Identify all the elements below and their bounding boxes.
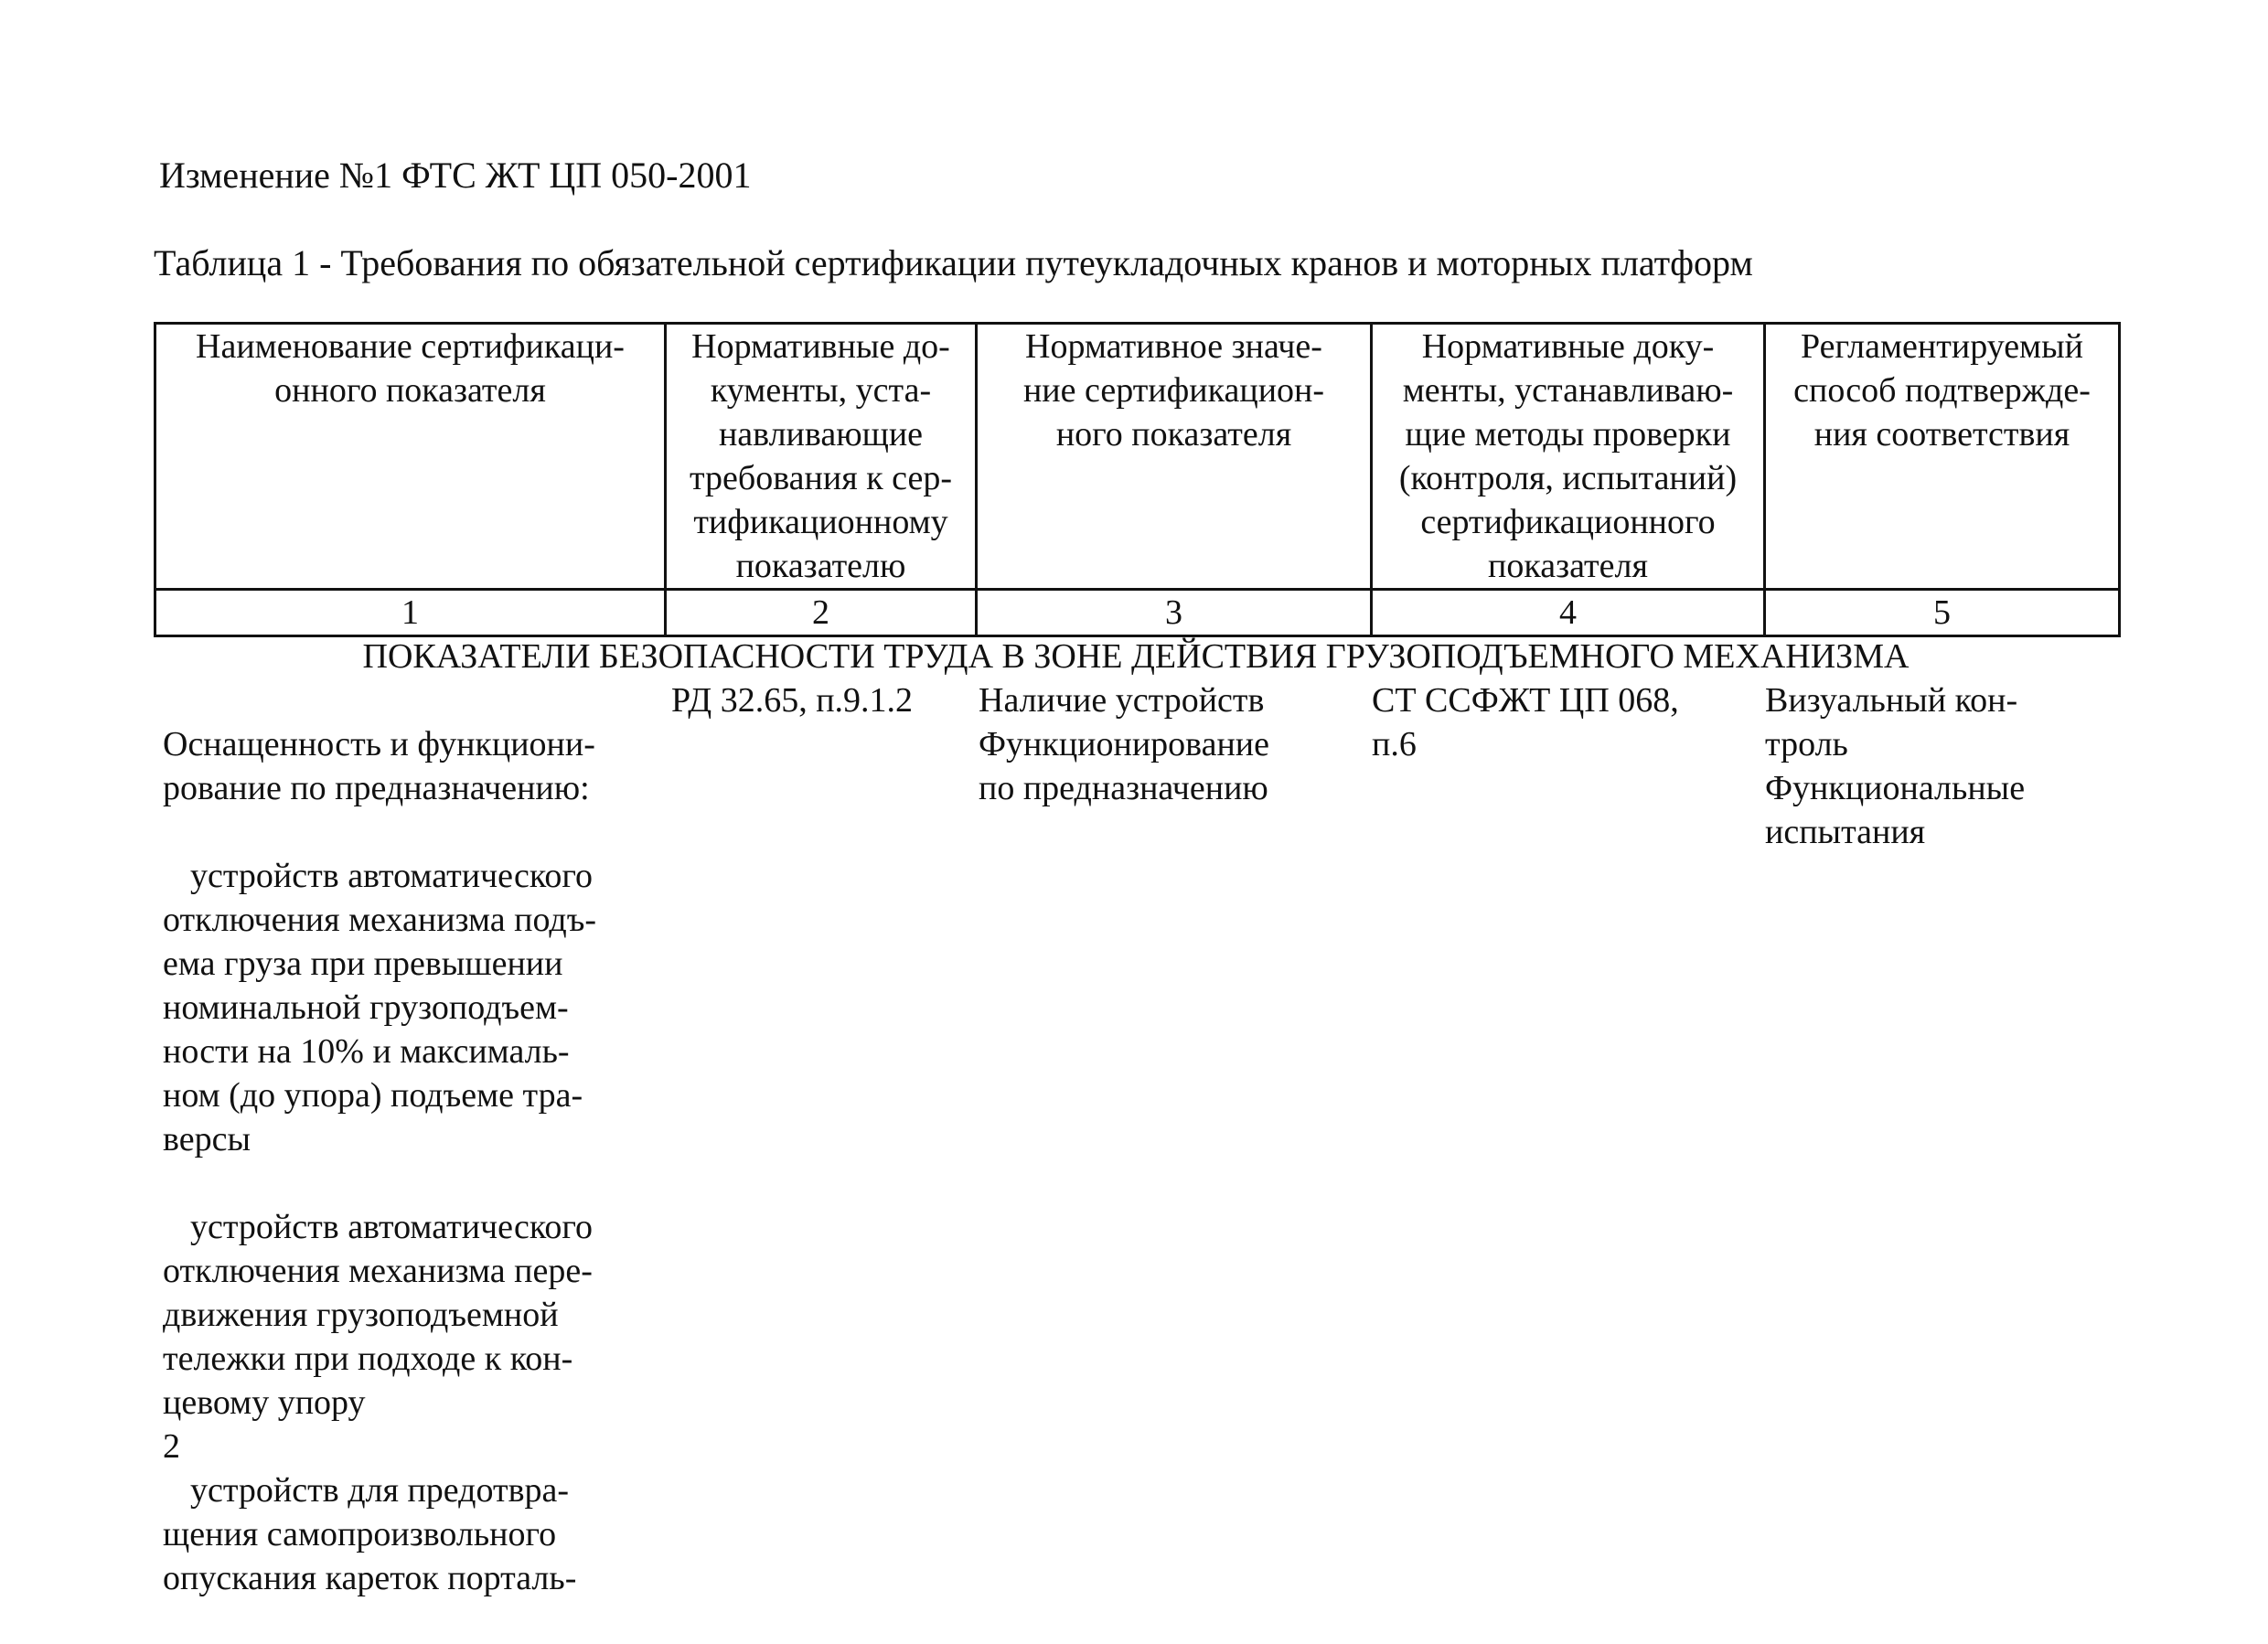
column-number: 3 bbox=[977, 590, 1372, 636]
requirement-docs-value: РД 32.65, п.9.1.2 bbox=[671, 681, 914, 720]
indicator-name-column bbox=[163, 678, 657, 1644]
test-method-docs-value: СТ ССФЖТ ЦП 068, п.6 bbox=[1372, 681, 1679, 763]
confirmation-method-value: Визуальный кон- троль Функциональные испытания bbox=[1765, 681, 2026, 851]
column-number: 2 bbox=[666, 590, 977, 636]
column-number: 1 bbox=[155, 590, 666, 636]
header-cell-normative-value: Нормативное значе- ние сертификацион- ного показателя bbox=[977, 324, 1372, 590]
indicator-item: устройств автоматического отключения механизма подъ- ема груза при превышении номинальной грузоподъем- ности на 10% и максималь- ном (до упора) подъеме тра- версы bbox=[163, 857, 597, 1158]
column-number: 5 bbox=[1765, 590, 2120, 636]
header-cell-test-method-docs: Нормативные доку- менты, устанавливаю- щие методы проверки (контроля, испытаний) сертификационного показателя bbox=[1372, 324, 1765, 590]
indicator-item: устройств автоматического отключения механизма пере- движения грузоподъемной тележки при подходе к кон- цевому упору bbox=[163, 1208, 594, 1422]
table-header-row bbox=[155, 324, 2120, 590]
header-cell-requirement-docs: Нормативные до- кументы, уста- навливающие требования к сер- тификационному показателю bbox=[666, 324, 977, 590]
header-cell-confirmation-method: Регламентируемый способ подтвержде- ния соответствия bbox=[1765, 324, 2120, 590]
column-number-row bbox=[155, 590, 2120, 636]
document-change-header: Изменение №1 ФТС ЖТ ЦП 050-2001 bbox=[159, 155, 752, 196]
certification-table bbox=[154, 322, 2118, 636]
normative-value: Наличие устройств Функционирование по предназначению bbox=[979, 681, 1270, 807]
column-number: 4 bbox=[1372, 590, 1765, 636]
page-number: 2 bbox=[163, 1427, 180, 1466]
section-title: ПОКАЗАТЕЛИ БЕЗОПАСНОСТИ ТРУДА В ЗОНЕ ДЕЙСТВИЯ ГРУЗОПОДЪЕМНОГО МЕХАНИЗМА bbox=[362, 637, 1910, 676]
table-caption: Таблица 1 - Требования по обязательной сертификации путеукладочных кранов и моторных платформ bbox=[154, 242, 1753, 283]
header-cell-indicator-name: Наименование сертификаци- онного показателя bbox=[155, 324, 666, 590]
indicator-item: устройств для предотвра- щения самопроизвольного опускания кареток порталь- bbox=[163, 1471, 577, 1597]
indicator-intro: Оснащенность и функциони- рование по предназначению: bbox=[163, 725, 595, 807]
